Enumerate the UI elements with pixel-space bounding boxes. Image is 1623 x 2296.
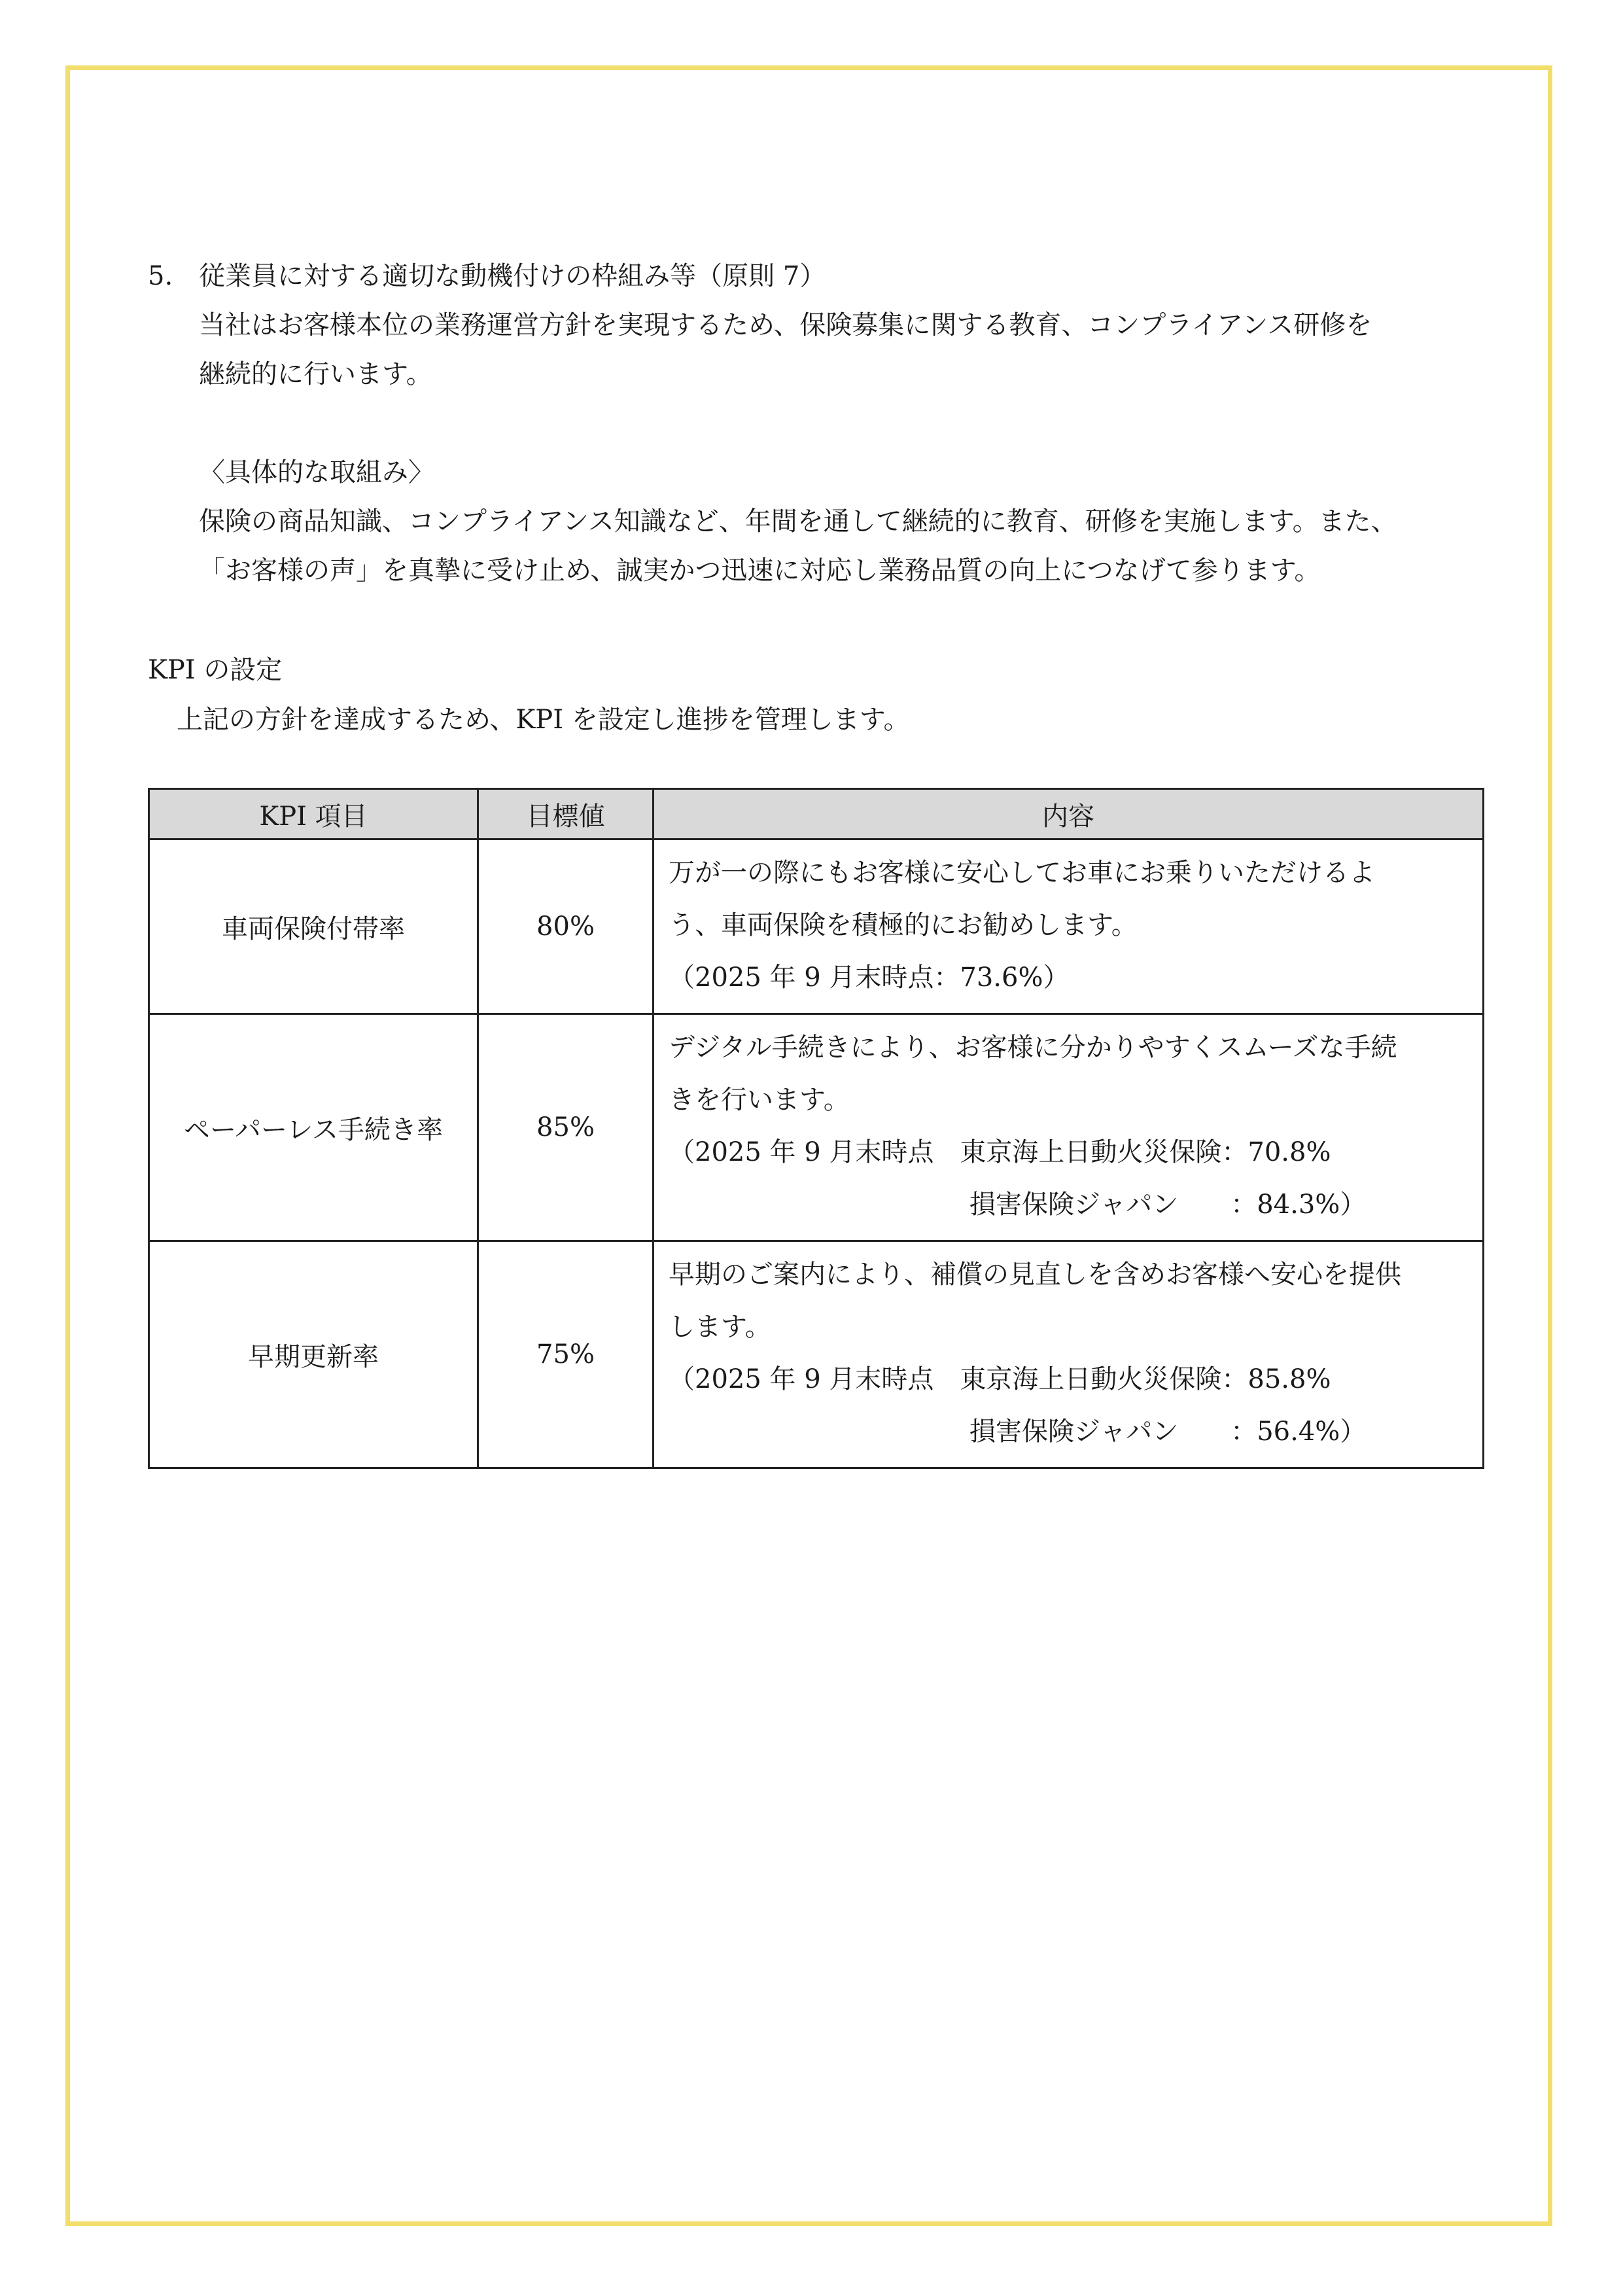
header-target: 目標値: [478, 789, 654, 839]
table-row: [149, 1014, 1484, 1241]
content-cell: [654, 1014, 1484, 1241]
target-cell: 80%: [478, 839, 654, 1014]
content-line: 早期のご案内により、補償の見直しを含めお客様へ安心を提供: [669, 1260, 1401, 1290]
content-cell: [654, 839, 1484, 1014]
kpi-table: [148, 788, 1484, 1469]
content-line: （2025 年 9 月末時点 東京海上日動火災保険：85.8%: [669, 1364, 1331, 1394]
kpi-title: KPI の設定: [148, 655, 283, 685]
content-line: 万が一の際にもお客様に安心してお車にお乗りいただけるよ: [669, 858, 1375, 888]
content-line: きを行います。: [669, 1085, 850, 1115]
content-line: 損害保険ジャパン ：84.3%）: [969, 1190, 1367, 1220]
section-heading: 5. 従業員に対する適切な動機付けの枠組み等（原則 7）: [148, 261, 826, 291]
initiatives-line-1: 保険の商品知識、コンプライアンス知識など、年間を通して継続的に教育、研修を実施します。また、: [199, 506, 1397, 537]
content-line: う、車両保険を積極的にお勧めします。: [669, 910, 1138, 940]
target-cell: 75%: [478, 1241, 654, 1468]
kpi-intro: 上記の方針を達成するため、KPI を設定し進捗を管理します。: [177, 705, 910, 735]
table-header-row: [149, 789, 1484, 839]
intro-line-2: 継続的に行います。: [199, 359, 432, 389]
content-line: （2025 年 9 月末時点 東京海上日動火災保険：70.8%: [669, 1137, 1331, 1167]
content-line: 損害保険ジャパン ：56.4%）: [969, 1417, 1367, 1447]
content-line: （2025 年 9 月末時点：73.6%）: [669, 963, 1070, 993]
table-row: [149, 1241, 1484, 1468]
content-line: します。: [669, 1312, 771, 1342]
content-cell: [654, 1241, 1484, 1468]
kpi-item-cell: 早期更新率: [149, 1241, 478, 1468]
kpi-item-cell: 車両保険付帯率: [149, 839, 478, 1014]
intro-line-1: 当社はお客様本位の業務運営方針を実現するため、保険募集に関する教育、コンプライアンス研修を: [199, 310, 1372, 340]
header-kpi-item: KPI 項目: [149, 789, 478, 839]
initiatives-line-2: 「お客様の声」を真摯に受け止め、誠実かつ迅速に対応し業務品質の向上につなげて参ります。: [199, 556, 1321, 586]
table-row: [149, 839, 1484, 1014]
header-content: 内容: [654, 789, 1484, 839]
initiatives-title: 〈具体的な取組み〉: [199, 457, 434, 487]
content-line: デジタル手続きにより、お客様に分かりやすくスムーズな手続: [669, 1033, 1397, 1063]
kpi-item-cell: ペーパーレス手続き率: [149, 1014, 478, 1241]
target-cell: 85%: [478, 1014, 654, 1241]
